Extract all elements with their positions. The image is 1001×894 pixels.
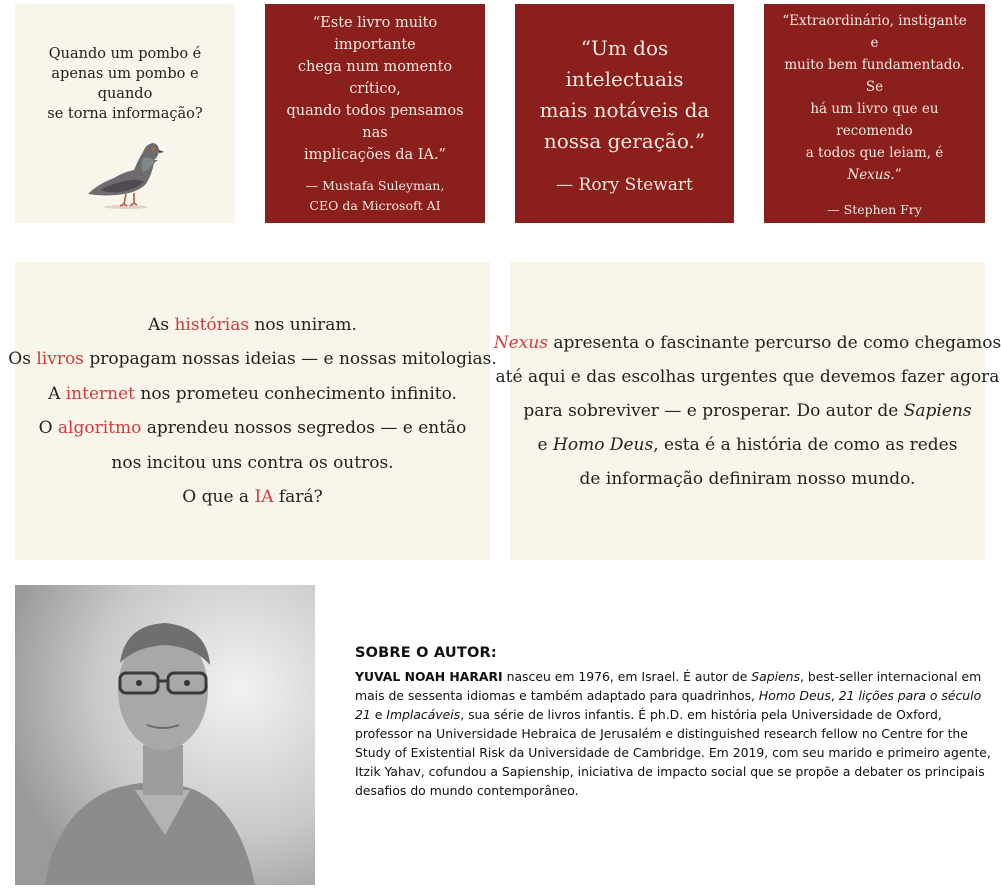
nexus-line: de informação definiram nosso mundo. xyxy=(579,469,916,489)
line-text: As xyxy=(148,314,175,335)
pigeon-question-line: se torna informação? xyxy=(47,106,203,122)
stewart-quote-tile xyxy=(515,4,734,223)
quote-line: quando todos pensamos nas xyxy=(286,102,464,141)
stories-line xyxy=(48,377,457,412)
stories-line xyxy=(8,342,496,377)
highlight-word: internet xyxy=(65,383,135,404)
quote-line: “Um dos intelectuais xyxy=(565,35,684,91)
quote-line xyxy=(778,142,971,186)
highlight-word: livros xyxy=(36,349,84,369)
bio-text: nasceu em 1976, em Israel. É autor de xyxy=(502,669,752,684)
stories-line xyxy=(39,411,467,446)
pigeon-illustration xyxy=(80,134,170,209)
fry-quote xyxy=(778,10,971,186)
pigeon-question-line: apenas um pombo e quando xyxy=(51,66,199,102)
pigeon-question-line: Quando um pombo é xyxy=(48,46,202,62)
line-text: , esta é a história de como as redes xyxy=(653,435,958,455)
line-text: O xyxy=(38,418,58,438)
author-name: YUVAL NOAH HARARI xyxy=(355,669,503,684)
stories-panel xyxy=(8,262,497,560)
line-text: nos prometeu conhecimento infinito. xyxy=(135,383,457,404)
line-text: aprendeu nossos segredos — e então xyxy=(141,418,467,438)
line-text: nos incitou uns contra os outros. xyxy=(111,452,394,473)
quote-line: mais notáveis da xyxy=(539,97,710,122)
quote-line: “Este livro muito importante xyxy=(312,14,438,53)
book-title: Nexus xyxy=(847,167,891,183)
pigeon-question xyxy=(30,44,220,124)
quote-line: há um livro que eu recomendo xyxy=(810,101,939,139)
suleyman-quote xyxy=(279,12,471,166)
author-photo xyxy=(15,585,315,885)
quote-line: nossa geração.” xyxy=(543,128,706,153)
author-section xyxy=(355,645,995,800)
line-text: O que a xyxy=(182,487,255,507)
bio-text: , best-seller internacional em mais de sessenta idiomas e também adaptado para quadrinhos, xyxy=(355,669,982,703)
book-title: Homo Deus xyxy=(758,688,831,703)
nexus-line xyxy=(523,394,971,428)
book-title: Implacáveis xyxy=(386,707,461,722)
nexus-line xyxy=(494,326,1001,360)
fry-quote-tile xyxy=(764,4,985,223)
stewart-attribution: — Rory Stewart xyxy=(556,174,693,195)
book-title: Sapiens xyxy=(903,401,972,421)
bio-text: , sua série de livros infantis. É ph.D. em história pela Universidade de Oxford, professor na Universidade Hebraica de Jerusalém e distinguished research fellow no Centre for the Study of Existential Risk da Universidade de Cambridge. Em 2019, com seu marido e primeiro agente, Itzik Yahav, cofundou a Sapienship, iniciativa de impacto social que se propõe a debater os principais desafios do mundo contemporâneo. xyxy=(355,707,991,798)
nexus-line: até aqui e das escolhas urgentes que devemos fazer agora xyxy=(495,367,1000,387)
bio-text: e xyxy=(370,707,387,722)
line-text: nos uniram. xyxy=(249,314,357,335)
nexus-line xyxy=(538,428,958,462)
stories-line xyxy=(182,480,322,515)
author-portrait xyxy=(15,585,315,885)
book-title: Sapiens xyxy=(751,669,800,684)
stories-line xyxy=(148,308,357,343)
suleyman-quote-tile xyxy=(265,4,485,223)
attribution-line: — Mustafa Suleyman, xyxy=(305,177,445,193)
highlight-word: histórias xyxy=(174,314,250,335)
attribution-line: CEO da Microsoft AI xyxy=(309,197,441,213)
line-text: apresenta o fascinante percurso de como chegamos xyxy=(547,333,1001,353)
line-text: e xyxy=(537,435,554,455)
stewart-quote xyxy=(527,33,722,157)
line-text: Os xyxy=(8,349,37,369)
pigeon-question-tile xyxy=(15,4,235,223)
bio-text: , xyxy=(830,688,839,703)
author-heading: SOBRE O AUTOR: xyxy=(355,645,497,661)
quote-line: chega num momento crítico, xyxy=(297,58,453,97)
suleyman-attribution xyxy=(306,176,445,216)
highlight-word: algoritmo xyxy=(57,418,142,438)
quote-text: a todos que leiam, é xyxy=(805,145,944,161)
author-bio xyxy=(355,667,995,800)
nexus-description-panel xyxy=(493,262,1001,560)
quote-closing: .” xyxy=(890,167,902,183)
line-text: propagam nossas ideias — e nossas mitologias. xyxy=(83,349,497,369)
line-text: A xyxy=(48,383,66,404)
book-title: Homo Deus xyxy=(553,435,654,455)
quote-line: muito bem fundamentado. Se xyxy=(784,57,965,95)
fry-attribution: — Stephen Fry xyxy=(827,202,922,217)
line-text: fará? xyxy=(273,487,323,507)
line-text: para sobreviver — e prosperar. Do autor de xyxy=(523,401,904,421)
quote-line: “Extraordinário, instigante e xyxy=(782,13,967,51)
quote-line: implicações da IA.” xyxy=(304,146,446,163)
book-title: Nexus xyxy=(493,333,548,353)
book-title: 21 lições para o século 21 xyxy=(355,688,982,722)
stories-line xyxy=(111,446,393,481)
highlight-word: IA xyxy=(254,487,274,507)
